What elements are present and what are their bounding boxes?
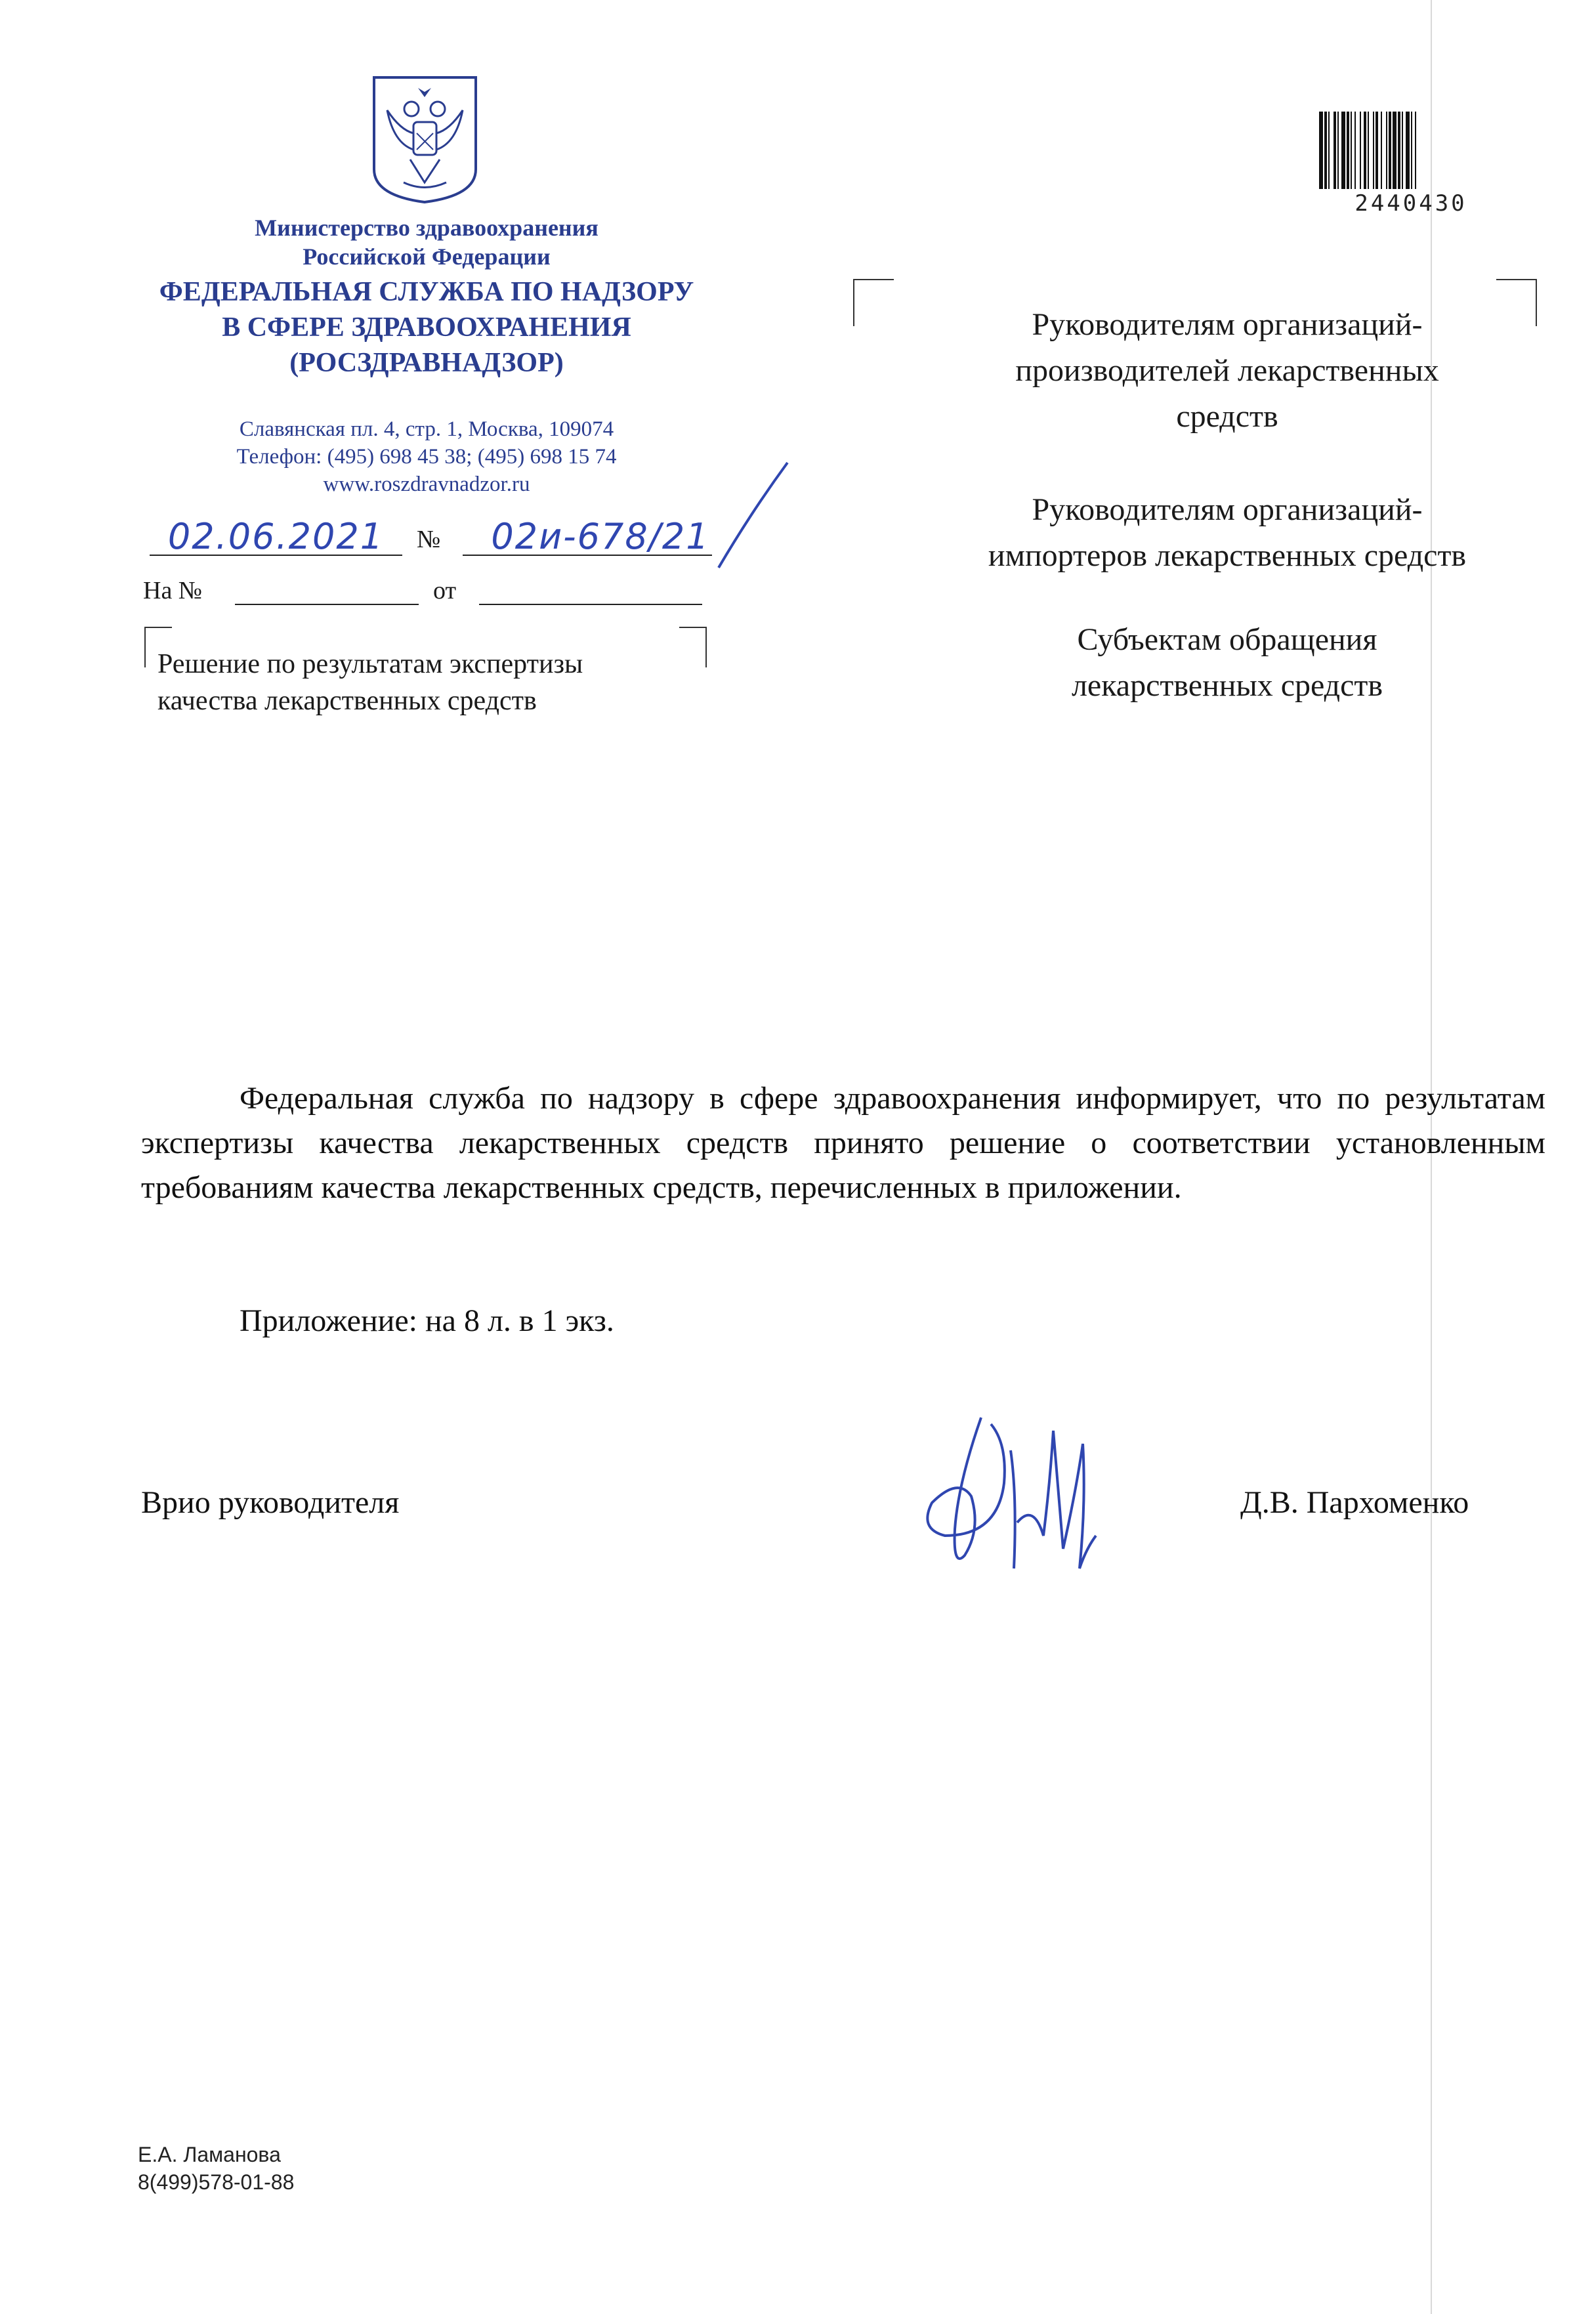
recipient-2-line-1: Руководителям организаций-: [1032, 492, 1423, 527]
subject-line-1: Решение по результатам экспертизы: [158, 649, 583, 679]
reply-from-label: от: [433, 577, 457, 604]
recipient-block-3: [879, 617, 1575, 709]
body-paragraph: Федеральная служба по надзору в сфере здравоохранения информирует, что по результатам экспертизы качества лекарственных средств принято решение о соответствии установленным требованиям качества лекарственных средств, перечисленных в приложении.: [141, 1081, 1545, 1205]
agency-phone: Телефон: (495) 698 45 38; (495) 698 15 74: [236, 445, 617, 469]
date-underline: [150, 555, 402, 556]
signer-position: Врио руководителя: [141, 1485, 400, 1520]
ministry-line-2: Российской Федерации: [303, 243, 551, 270]
recipient-block-1: [879, 302, 1575, 440]
ministry-name: [138, 213, 715, 271]
recipient-1-line-3: средств: [1176, 399, 1278, 434]
recipient-1-line-2: производителей лекарственных: [1015, 353, 1439, 388]
executor-info: [138, 2141, 294, 2196]
agency-contacts: [131, 415, 722, 498]
reply-number-line: [235, 604, 419, 605]
agency-line-3: (РОСЗДРАВНАДЗОР): [289, 348, 564, 378]
number-slash-stroke: [705, 459, 797, 571]
letter-body: [141, 1076, 1545, 1210]
agency-website: www.roszdravnadzor.ru: [323, 473, 530, 496]
recipient-3-line-1: Субъектам обращения: [1077, 622, 1377, 657]
reply-label: На №: [143, 577, 203, 604]
barcode-bar: [1415, 112, 1416, 189]
agency-line-1: ФЕДЕРАЛЬНАЯ СЛУЖБА ПО НАДЗОРУ: [159, 277, 694, 307]
executor-name: Е.А. Ламанова: [138, 2143, 281, 2166]
handwritten-signature-icon: [919, 1404, 1116, 1582]
recipient-3-line-2: лекарственных средств: [1071, 668, 1383, 703]
letter-subject: [158, 646, 583, 719]
registration-number: 02и-678/21: [491, 516, 710, 557]
ministry-line-1: Министерство здравоохранения: [255, 215, 598, 241]
number-sign: №: [417, 526, 441, 553]
barcode-number: 2440430: [1354, 190, 1467, 217]
number-underline: [463, 555, 712, 556]
agency-line-2: В СФЕРЕ ЗДРАВООХРАНЕНИЯ: [222, 312, 631, 343]
recipient-1-line-1: Руководителям организаций-: [1032, 307, 1423, 342]
signer-name: Д.В. Пархоменко: [1240, 1485, 1469, 1520]
executor-phone: 8(499)578-01-88: [138, 2170, 295, 2194]
agency-name: [125, 274, 728, 381]
agency-address: Славянская пл. 4, стр. 1, Москва, 109074: [239, 417, 614, 441]
subject-line-2: качества лекарственных средств: [158, 686, 537, 716]
appendix-note: Приложение: на 8 л. в 1 экз.: [240, 1303, 614, 1338]
registration-date: 02.06.2021: [167, 516, 385, 557]
recipient-block-2: [879, 487, 1575, 579]
russian-coat-of-arms-icon: [368, 71, 482, 205]
subject-bracket-right: [679, 627, 707, 667]
recipient-2-line-2: импортеров лекарственных средств: [988, 538, 1467, 573]
barcode: [1319, 112, 1483, 189]
reply-date-line: [479, 604, 702, 605]
